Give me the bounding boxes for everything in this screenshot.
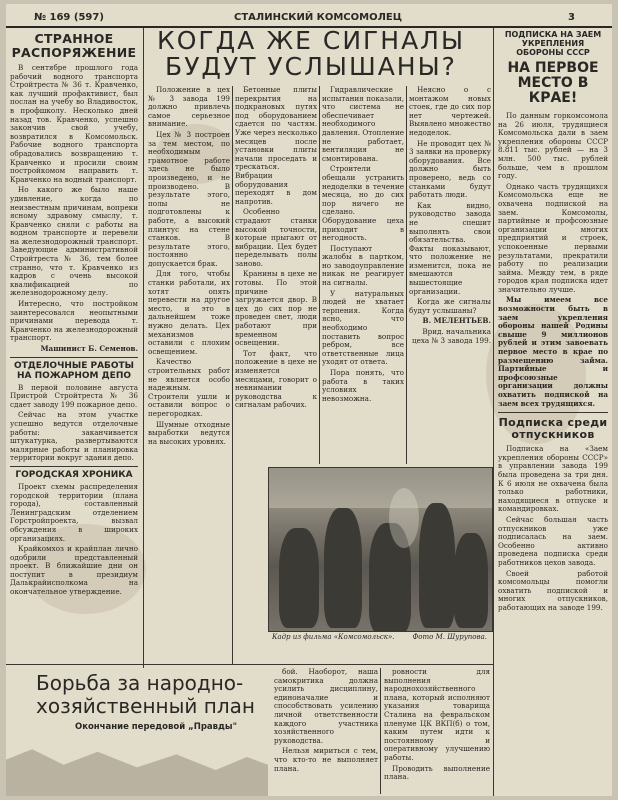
article-paragraph: Сейчас на этом участке успешно ведутся отделочные работы: заканчивается штукатурка, развертываются малярные работы и планировка территории вокруг здания депо. bbox=[10, 410, 138, 463]
article-paragraph: Для того, чтобы станки работали, их хотят опять перевести на другое место, и это в дальнейшем тоже нужно делать. Цех механизмов оставили с плохим освещением. bbox=[148, 269, 230, 356]
main-column-2 bbox=[235, 86, 317, 464]
page-number: 3 bbox=[568, 12, 575, 23]
article-paragraph: Однако часть трудящихся Комсомольска еще не охвачена подпиской на заем. Комсомолы, партийные и профсоюзные организации многих предприятий и строек, успокоенные первыми результатами, прекратили работу по реализации займа. Между тем, в ряде городов края подписка идет значительно лучше. bbox=[498, 181, 608, 294]
article-paragraph: Особенно страдают станки высокой точности, которые прыгают от вибрации. Цех будет переделывать полы заново. bbox=[235, 207, 317, 268]
signature-melentiev: В. МЕЛЕНТЬЕВ. bbox=[422, 316, 491, 326]
main-column-3 bbox=[322, 86, 404, 464]
article-paragraph: В первой половине августа Пристрой Стройтреста № 36 сдает заводу 199 пожарное депо. bbox=[10, 382, 138, 409]
signature-semenov: Машинист Б. Семенов. bbox=[40, 344, 138, 353]
article-paragraph: Не проводят цех № 3 заявки на проверку оборудования. Все должно быть проверено, ведь со станками будут работать люди. bbox=[409, 138, 491, 200]
article-paragraph: В сентябре прошлого года рабочий водного транспорта Стройтреста № 36 т. Кравченко, как лучший профактивист, был послан на учебу во Владивосток, в профшколу. Несколько дней назад тов. Кравченко, успешно закончив свой учебу, возвратился в Комсомольск. Рабочие водного транспорта обрадовались возвращению т. Кравченко и просили своим постройкомом направить т. Кравченко на водный транспорт. bbox=[10, 63, 138, 184]
article-paragraph: Крайкомхоз и крайплан лично одобрили представленный проект. В ближайшие дни он поступит в президиум Далькрайисполкома на окончательное утверждение. bbox=[10, 544, 138, 597]
headline-city-chronicle: ГОРОДСКАЯ ХРОНИКА bbox=[15, 469, 133, 480]
bottom-column-1 bbox=[274, 668, 378, 794]
subheadline-pravda: Окончание передовой „Правды" bbox=[74, 722, 238, 732]
article-paragraph: У натуральных людей не хватает терпения. Когда ясно, что необходимо поставить вопрос ребром, все ответственные лица уходят от ответа. bbox=[322, 288, 404, 367]
article-paragraph: Гидравлические испытания показали, что система не обеспечивает необходимого давления. Отопление не работает, вентиляция не смонтирована. bbox=[322, 86, 404, 163]
article-paragraph: Как видно, руководство завода не спешит выполнять свои обязательства. Факты показывают, что положение не изменится, пока не вмешаются вышестоящие организации. bbox=[409, 200, 491, 296]
article-paragraph: Нельзя мириться с тем, что кто-то не выполняет плана. bbox=[274, 746, 378, 773]
article-paragraph: Своей работой комсомольцы помогли охватить подпиской и многих отпускников, работающих на заводе 199. bbox=[498, 568, 608, 612]
article-paragraph-bold: Мы имеем все возможности быть в заем укрепления обороны нашей Родины свыше 9 миллионов рублей и этим завоевать первое место в крае по размещению займа. Партийные и профсоюзные организации должны охватить подпиской на заем всех трудящихся. bbox=[498, 295, 608, 408]
headline-vacationers: Подписка среди отпускников bbox=[498, 416, 608, 442]
article-paragraph: Проводить выполнение плана. bbox=[384, 763, 490, 782]
signature-role: Врид. начальника цеха № 3 завода 199. bbox=[411, 327, 491, 345]
article-paragraph: Проект схемы распределения городской территории (плана города), составленный Ленинградским отделением Горстройпроекта, вызвал обсуждения в широких организациях. bbox=[10, 481, 138, 543]
article-paragraph: Подписка на «Заем укрепления обороны СССР» в управлении завода 199 была проведена за три дня. К 6 июля не охвачена была только работники, находящиеся в отпуске и командировках. bbox=[498, 444, 608, 514]
main-column-4 bbox=[409, 86, 491, 464]
headline-strange-order: СТРАННОЕ РАСПОРЯЖЕНИЕ bbox=[11, 31, 137, 60]
caption-film: Кадр из фильма «Комсомольск». bbox=[272, 633, 395, 641]
headline-fire-depot: ОТДЕЛОЧНЫЕ РАБОТЫ НА ПОЖАРНОМ ДЕПО bbox=[13, 360, 135, 381]
page-header bbox=[6, 4, 612, 28]
article-paragraph: ровности для выполнения народнохозяйственного плана, который исполняют указания товарища Сталина на февральском пленуме ЦК ВКП(б) о том, каким путем идти к постоянному и оперативному улучшению работы. bbox=[384, 668, 490, 762]
headline-first-place: НА ПЕРВОЕ МЕСТО В КРАЕ! bbox=[507, 60, 599, 106]
newspaper-page bbox=[6, 4, 612, 796]
article-paragraph: Положение в цех № 3 завода 199 должно привлечь самое серьезное внимание. bbox=[148, 86, 230, 129]
article-paragraph: Но какого же было наше удивление, когда по неизвестным причинам, вопреки ясному здравому смыслу, т. Кравченко сняли с работы на водном транспорте и перевели на железнодорожный транспорт. Заведующие административной Стройтреста № 36, тем более странно, что т. Кравченко из кадров с очень высокой квалификацией по железнодорожному делу. bbox=[10, 185, 138, 298]
article-paragraph: Качество строительных работ не является особо надежным. Строители ушли и оставили вопрос о перегородках. bbox=[148, 357, 230, 418]
newspaper-name: СТАЛИНСКИЙ КОМСОМОЛЕЦ bbox=[234, 12, 403, 23]
article-paragraph: Цех № 3 построен за тем местом, по необходимым грамотное работе здесь не было произведено, и не производено. В результате этого, полы не подготовлены к работе, а высокий плинтус на стене станков. В результате этого, постоянно допускается брак. bbox=[148, 129, 230, 268]
caption-photographer: Фото М. Шурупова. bbox=[412, 633, 487, 641]
article-paragraph: Пора понять, что работа в таких условиях невозможна. bbox=[322, 368, 404, 403]
left-column bbox=[10, 30, 138, 662]
article-paragraph: Когда же сигналы будут услышаны? bbox=[409, 297, 491, 315]
article-paragraph: По данным горкомсомола на 26 июля, трудящиеся Комсомольска дали в заем укрепления обороны СССР 8.811 тыс. рублей — на 3 млн. 500 тыс. рублей больше, чем в прошлом году. bbox=[498, 111, 608, 181]
main-headline: КОГДА ЖЕ СИГНАЛЫ БУДУТ УСЛЫШАНЫ? bbox=[156, 26, 466, 81]
headline-national-plan: Борьба за народно-хозяйственный план bbox=[36, 671, 255, 718]
article-paragraph: Поступают жалобы в партком, но заводоуправление никак не реагирует на сигналы. bbox=[322, 243, 404, 288]
article-paragraph: Кранины в цехе не готовы. По этой причине загружается двор. В цех до сих пор не проведен свет, люди работают при временном освещении. bbox=[235, 269, 317, 348]
issue-number: № 169 (597) bbox=[34, 12, 104, 23]
film-still-photo bbox=[268, 467, 493, 632]
article-paragraph: Неясно о с монтажом новых стоек, где до сих пор нет чертежей. Выявлено множество недоделок. bbox=[409, 86, 491, 137]
right-column bbox=[498, 30, 608, 794]
article-paragraph: Шумные отходные выработки ведутся на высоких уровнях. bbox=[148, 419, 230, 446]
main-column-1 bbox=[148, 86, 230, 661]
article-paragraph: Строители обещали устранить недоделки в течение месяца, но до сих пор ничего не сделано. Оборудование цеха приходит в негодность. bbox=[322, 164, 404, 243]
bottom-column-2 bbox=[384, 668, 490, 794]
article-paragraph: бой. Наоборот, наша самокритика должна усилить дисциплину, единоначалие и способствовать усилению личной ответственности каждого участника хозяйственного руководства. bbox=[274, 668, 378, 745]
article-paragraph: Интересно, что постройком заинтересовался неопытными причинами перевода т. Кравченко на железнодорожный транспорт. bbox=[10, 299, 138, 343]
loan-kicker: ПОДПИСКА НА ЗАЕМ УКРЕПЛЕНИЯ ОБОРОНЫ СССР bbox=[504, 30, 602, 57]
article-paragraph: Тот факт, что положение в цехе не изменяется месяцами, говорит о невнимании руководства к сигналам рабочих. bbox=[235, 348, 317, 410]
article-paragraph: Бетонные плиты перекрытия на подкрановых путях под оборудованием сдается по частям. Уже через несколько месяцев после установки плиты начали проседать и трескаться. Вибрации оборудования переходят в дом напротив. bbox=[235, 86, 317, 206]
article-paragraph: Сейчас большая часть отпускников уже подписалась на заем. Особенно активно проведена подписка среди работников цехов завода. bbox=[498, 514, 608, 567]
